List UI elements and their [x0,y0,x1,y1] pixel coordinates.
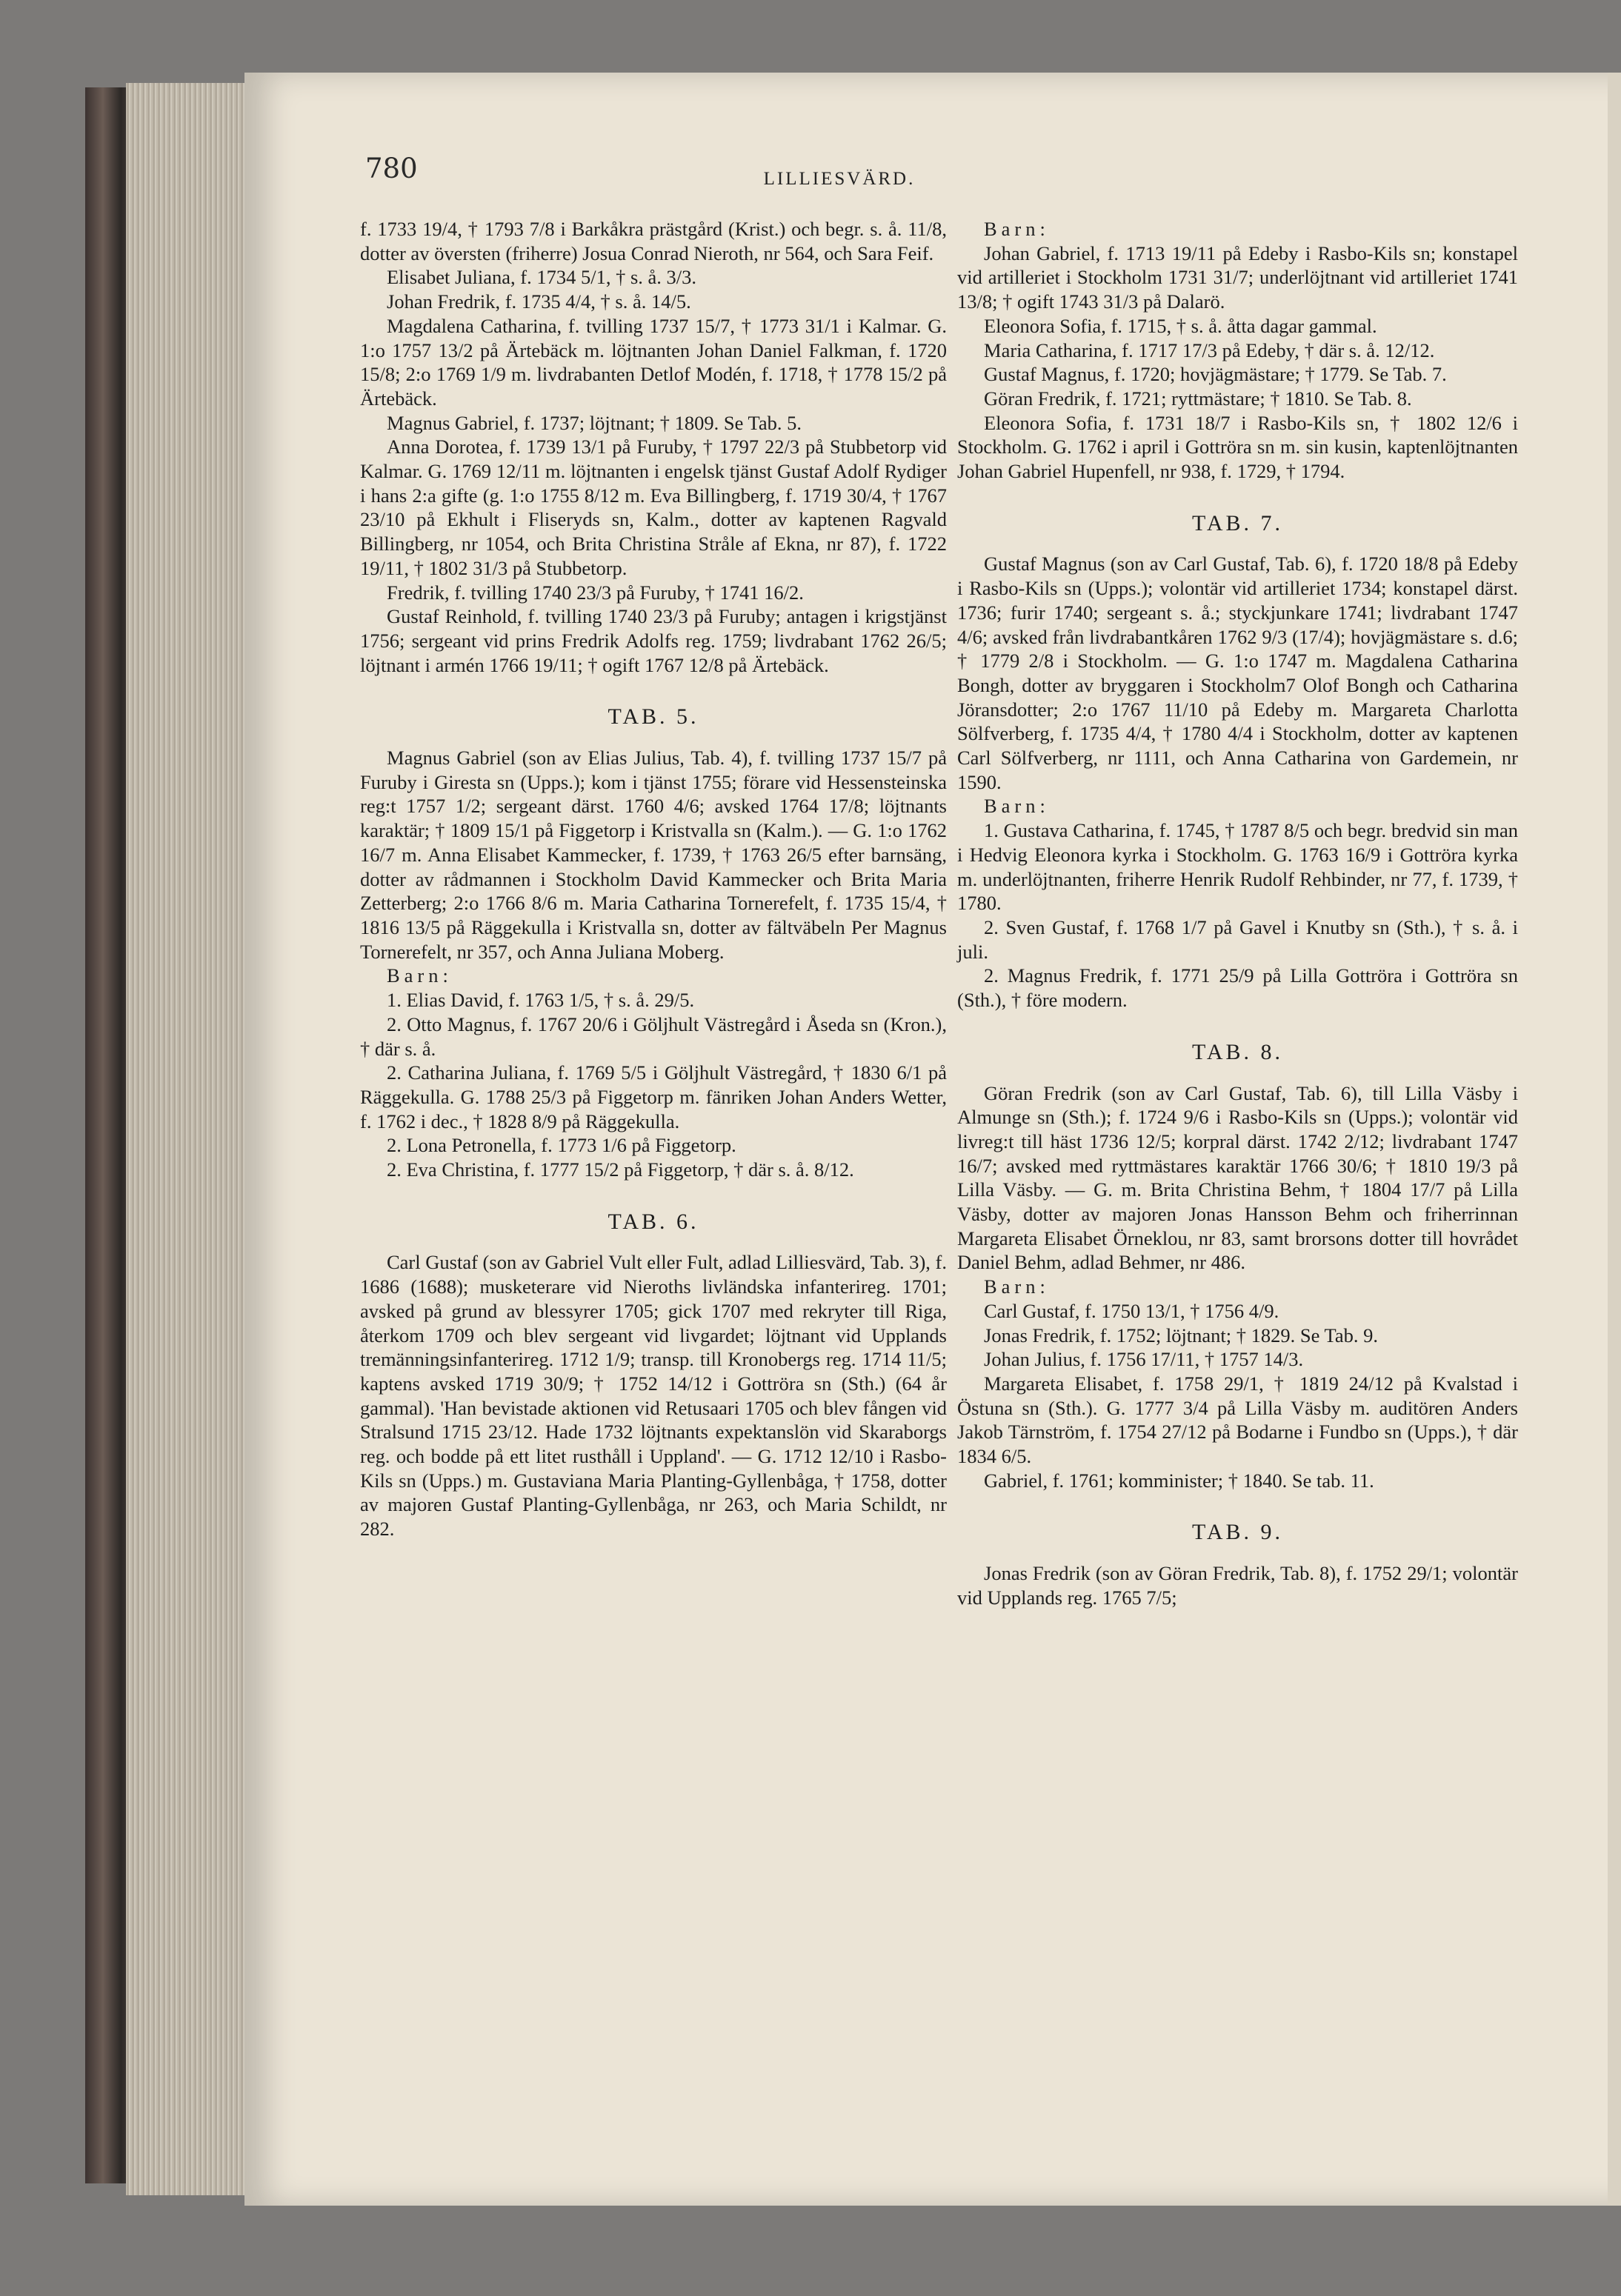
entry: 1. Elias David, f. 1763 1/5, † s. å. 29/5. [387,989,695,1012]
entry: Johan Julius, f. 1756 17/11, † 1757 14/3. [984,1348,1304,1371]
entry: 2. Lona Petronella, f. 1773 1/6 på Figgetorp. [387,1134,736,1157]
entry: Magnus Gabriel, f. 1737; löjtnant; † 1809. Se Tab. 5. [387,411,802,434]
entry: Göran Fredrik, f. 1721; ryttmästare; † 1810. Se Tab. 8. [984,387,1412,410]
children-heading: Barn: [387,964,453,987]
table-heading: TAB. 9. [1191,1520,1284,1545]
entry: Maria Catharina, f. 1717 17/3 på Edeby, † där s. å. 12/12. [984,338,1435,361]
entry: 1. Gustava Catharina, f. 1745, † 1787 8/5 och begr. bredvid sin man i Hedvig Eleonora kyrka i Stockholm. G. 1763 16/9 i Gottröra kyrka m. underlöjtnanten, friherre Henrik Rudolf Rehbinder, nr 77, f. 1739, † 1780. [957,819,1518,915]
children-heading: Barn: [984,795,1050,818]
entry: Eleonora Sofia, f. 1731 18/7 i Rasbo-Kils sn, † 1802 12/6 i Stockholm. G. 1762 i april i Gottröra sn m. sin kusin, kaptenlöjtnanten Johan Gabriel Hupenfell, nr 938, f. 1729, † 1794. [957,411,1518,483]
entry: Johan Gabriel, f. 1713 19/11 på Edeby i Rasbo-Kils sn; konstapel vid artilleriet i Stockholm 1731 31/7; underlöjtnant vid artilleriet 1741 13/8; † ogift 1743 31/3 på Dalarö. [957,241,1518,313]
entry: 2. Eva Christina, f. 1777 15/2 på Figgetorp, † där s. å. 8/12. [387,1158,854,1181]
running-head: LILLIESVÄRD. [763,169,916,189]
entry: Carl Gustaf, f. 1750 13/1, † 1756 4/9. [984,1299,1279,1322]
facing-page-edge [1608,73,1621,2206]
entry: 2. Catharina Juliana, f. 1769 5/5 i Göljhult Västregård, † 1830 6/1 på Räggekulla. G. 1788 25/3 på Figgetorp m. fänriken Johan Anders Wetter, f. 1762 i dec., † 1828 8/9 på Räggekulla. [360,1061,947,1132]
table-heading: TAB. 8. [1191,1039,1284,1064]
table-heading: TAB. 7. [1191,510,1284,535]
left-column [360,217,947,1541]
children-heading: Barn: [984,1275,1050,1298]
entry: Magdalena Catharina, f. tvilling 1737 15/7, † 1773 31/1 i Kalmar. G. 1:o 1757 13/2 på Ärtebäck m. löjtnanten Johan Daniel Falkman, f. 1720 15/8; 2:o 1769 1/9 m. livdrabanten Detlof Modén, f. 1718, † 1778 15/2 på Ärtebäck. [360,314,947,410]
entry: Jonas Fredrik, f. 1752; löjtnant; † 1829. Se Tab. 9. [984,1324,1379,1346]
page-header [365,153,1284,197]
paragraph: Gustaf Magnus (son av Carl Gustaf, Tab. 6), f. 1720 18/8 på Edeby i Rasbo-Kils sn (Upps.); volontär vid artilleriet 1734; konstapel därst. 1736; furir 1740; sergeant s. å.; styckjunkare 1741; livdrabant 1747 4/6; avsked från livdrabantkåren 1762 9/3 (17/4); hovjägmästare s. d.6; † 1779 2/8 i Stockholm. — G. 1:o 1747 m. Magdalena Catharina Bongh, dotter av bryggaren i Stockholm7 Olof Bongh och Catharina Jöransdotter; 2:o 1767 11/10 på Edeby m. Margareta Charlotta Sölfverberg, f. 1735 4/4, † 1780 4/4 i Stockholm, dotter av kaptenen Carl Sölfverberg, nr 1111, och Anna Catharina von Gardemein, nr 1590. [957,553,1518,793]
paragraph: Carl Gustaf (son av Gabriel Vult eller Fult, adlad Lilliesvärd, Tab. 3), f. 1686 (1688); musketerare vid Nieroths livländska infanterireg. 1701; avsked på grund av blessyrer 1705; gick 1707 med rekryter till Riga, återkom 1709 och blev sergeant vid livgardet; löjtnant vid Upplands tremänningsinfanterireg. 1712 1/9; transp. till Kronobergs reg. 1714 11/5; kaptens avsked 1719 30/9; † 1752 14/12 i Gottröra sn (Sth.) (64 år gammal). 'Han bevistade aktionen vid Retusaari 1705 och blev fången vid Stralsund 1715 23/12. Hade 1732 löjtnants expektanslön vid Skaraborgs reg. och bodde på ett litet rusthåll i Uppland'. — G. 1712 12/10 i Rasbo-Kils sn (Upps.) m. Gustaviana Maria Planting-Gyllenbåga, † 1758, dotter av majoren Gustaf Planting-Gyllenbåga, nr 263, och Maria Schildt, nr 282. [360,1251,947,1541]
entry: Gabriel, f. 1761; komminister; † 1840. Se tab. 11. [984,1469,1374,1492]
entry: Johan Fredrik, f. 1735 4/4, † s. å. 14/5. [387,290,691,313]
entry: Elisabet Juliana, f. 1734 5/1, † s. å. 3/3. [387,266,697,289]
paragraph: Magnus Gabriel (son av Elias Julius, Tab. 4), f. tvilling 1737 15/7 på Furuby i Giresta sn (Upps.); kom i tjänst 1755; förare vid Hessensteinska reg:t 1757 1/2; sergeant därst. 1760 4/6; avsked 1764 17/8; löjtnants karaktär; † 1809 15/1 på Figgetorp i Kristvalla sn (Kalm.). — G. 1:o 1762 16/7 m. Anna Elisabet Kammecker, f. 1739, † 1763 26/5 efter barnsäng, dotter av rådmannen i Stockholm David Kammecker och Brita Maria Zetterberg; 2:o 1766 8/6 m. Maria Catharina Tornerefelt, f. 1735 15/4, † 1816 13/5 på Räggekulla i Kristvalla sn, dotter av fältväbeln Per Magnus Tornerefelt, nr 357, och Anna Juliana Moberg. [360,747,947,963]
entry: Eleonora Sofia, f. 1715, † s. å. åtta dagar gammal. [984,314,1377,337]
entry: Fredrik, f. tvilling 1740 23/3 på Furuby, † 1741 16/2. [387,581,804,604]
entry: Gustaf Magnus, f. 1720; hovjägmästare; † 1779. Se Tab. 7. [984,363,1447,386]
paragraph: Göran Fredrik (son av Carl Gustaf, Tab. 6), till Lilla Väsby i Almunge sn (Sth.); f. 1724 9/6 i Rasbo-Kils sn (Upps.); volontär vid livreg:t till häst 1736 12/5; korpral därst. 1742 2/12; livdrabant 1747 16/7; avsked med ryttmästares karaktär 1766 30/6; † 1810 19/3 på Lilla Väsby. — G. m. Brita Christina Behm, † 1804 17/7 på Lilla Väsby, dotter av majoren Jonas Hansson Behm och friherrinnan Margareta Elisabet Örneklou, nr 83, samt brorsons dotter till hovrådet Daniel Behm, adlad Behmer, nr 486. [957,1081,1518,1274]
children-heading: Barn: [984,218,1050,240]
entry: Margareta Elisabet, f. 1758 29/1, † 1819 24/12 på Kvalstad i Östuna sn (Sth.). G. 1777 3/4 på Lilla Väsby m. auditören Anders Jakob Tärnström, f. 1754 27/12 på Bodarne i Fundbo sn (Upps.), † där 1834 6/5. [957,1372,1518,1468]
entry: Gustaf Reinhold, f. tvilling 1740 23/3 på Furuby; antagen i krigstjänst 1756; sergeant vid prins Fredrik Adolfs reg. 1759; livdrabant 1762 26/5; löjtnant i armén 1766 19/11; † ogift 1767 12/8 på Ärtebäck. [360,605,947,676]
entry: 2. Otto Magnus, f. 1767 20/6 i Göljhult Västregård i Åseda sn (Kron.), † där s. å. [360,1012,947,1060]
entry: 2. Sven Gustaf, f. 1768 1/7 på Gavel i Knutby sn (Sth.), † s. å. i juli. [957,915,1518,963]
right-column [957,217,1518,1610]
paragraph: Jonas Fredrik (son av Göran Fredrik, Tab. 8), f. 1752 29/1; volontär vid Upplands reg. 1765 7/5; [957,1562,1518,1609]
book-page [244,73,1621,2206]
entry: 2. Magnus Fredrik, f. 1771 25/9 på Lilla Gottröra i Gottröra sn (Sth.), † före modern. [957,964,1518,1012]
table-heading: TAB. 5. [608,704,699,730]
entry: Anna Dorotea, f. 1739 13/1 på Furuby, † 1797 22/3 på Stubbetorp vid Kalmar. G. 1769 12/11 m. löjtnanten i engelsk tjänst Gustaf Adolf Rydiger i hans 2:a gifte (g. 1:o 1755 8/12 m. Eva Billingberg, f. 1719 30/4, † 1767 23/10 på Ekhult i Fliseryds sn, Kalm., dotter av kaptenen Ragvald Billingberg, nr 1054, och Brita Christina Stråle af Ekna, nr 87), f. 1722 19/11, † 1802 31/3 på Stubbetorp. [360,435,947,579]
page-number: 780 [365,153,418,184]
table-heading: TAB. 6. [608,1209,699,1234]
paragraph: f. 1733 19/4, † 1793 7/8 i Barkåkra prästgård (Krist.) och begr. s. å. 11/8, dotter av översten (friherre) Josua Conrad Nieroth, nr 564, och Sara Feif. [360,218,947,264]
page-stack [126,83,246,2195]
